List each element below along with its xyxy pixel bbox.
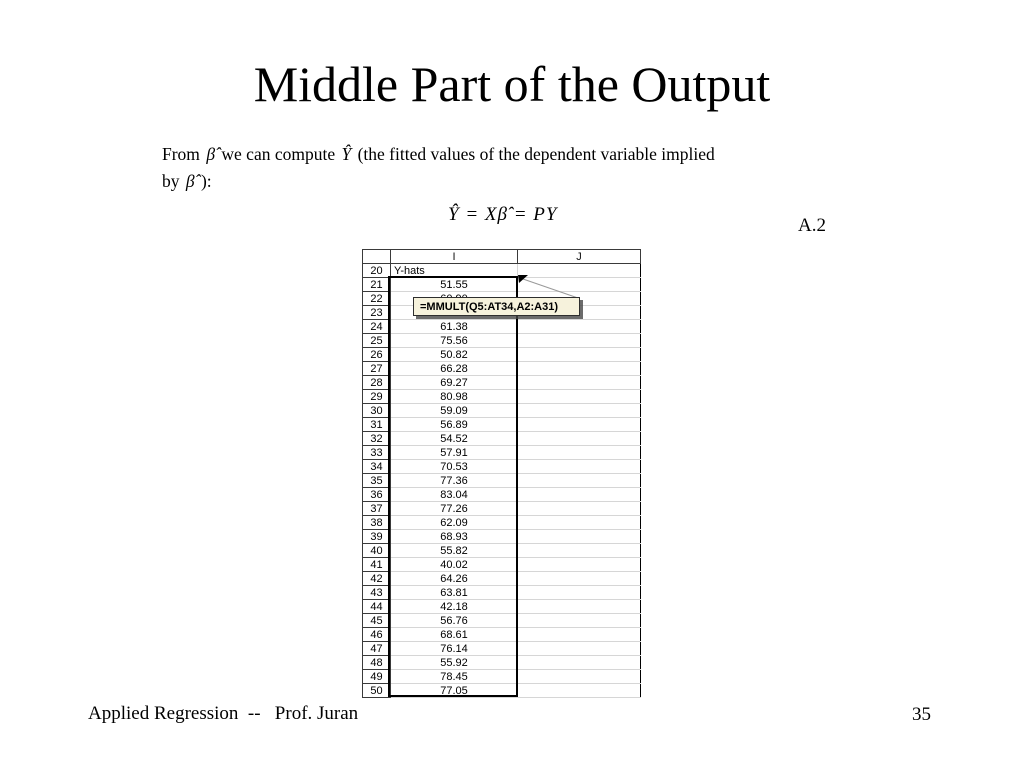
cell-I20: Y-hats: [391, 264, 518, 278]
cell-I32: 54.52: [391, 432, 518, 446]
row-header-50: 50: [363, 684, 391, 698]
cell-I27: 66.28: [391, 362, 518, 376]
intro-text: by: [162, 171, 184, 191]
row-header-22: 22: [363, 292, 391, 306]
cell-I26: 50.82: [391, 348, 518, 362]
column-header-J: J: [518, 250, 641, 264]
cell-J36: [518, 488, 641, 502]
row-header-23: 23: [363, 306, 391, 320]
cell-I28: 69.27: [391, 376, 518, 390]
row-header-31: 31: [363, 418, 391, 432]
row-header-28: 28: [363, 376, 391, 390]
cell-I39: 68.93: [391, 530, 518, 544]
cell-J42: [518, 572, 641, 586]
cell-J34: [518, 460, 641, 474]
sheet-row-24: [363, 320, 641, 334]
intro-line-2: [162, 168, 852, 195]
cell-J29: [518, 390, 641, 404]
row-header-30: 30: [363, 404, 391, 418]
intro-text: (the fitted values of the dependent variable implied: [353, 144, 715, 164]
cell-I25: 75.56: [391, 334, 518, 348]
row-header-35: 35: [363, 474, 391, 488]
cell-J48: [518, 656, 641, 670]
row-header-44: 44: [363, 600, 391, 614]
sheet-row-30: [363, 404, 641, 418]
cell-I38: 62.09: [391, 516, 518, 530]
intro-text: ):: [196, 171, 212, 191]
matrix-equation: Ŷ = Xβ̂ = PY: [448, 204, 558, 225]
slide-title: Middle Part of the Output: [253, 56, 771, 112]
row-header-48: 48: [363, 656, 391, 670]
beta-hat-symbol: β̂: [185, 171, 195, 191]
sheet-row-39: [363, 530, 641, 544]
cell-I50: 77.05: [391, 684, 518, 698]
cell-I37: 77.26: [391, 502, 518, 516]
cell-J27: [518, 362, 641, 376]
row-header-45: 45: [363, 614, 391, 628]
row-header-24: 24: [363, 320, 391, 334]
cell-J40: [518, 544, 641, 558]
cell-I44: 42.18: [391, 600, 518, 614]
cell-J44: [518, 600, 641, 614]
cell-J21: [518, 278, 641, 292]
sheet-row-28: [363, 376, 641, 390]
sheet-row-47: [363, 642, 641, 656]
column-header-I: I: [391, 250, 518, 264]
sheet-row-43: [363, 586, 641, 600]
cell-J38: [518, 516, 641, 530]
sheet-row-48: [363, 656, 641, 670]
cell-J31: [518, 418, 641, 432]
sheet-row-45: [363, 614, 641, 628]
cell-I30: 59.09: [391, 404, 518, 418]
cell-I29: 80.98: [391, 390, 518, 404]
intro-text: we can compute: [217, 144, 340, 164]
cell-J47: [518, 642, 641, 656]
cell-J43: [518, 586, 641, 600]
sheet-row-40: [363, 544, 641, 558]
cell-I24: 61.38: [391, 320, 518, 334]
row-header-40: 40: [363, 544, 391, 558]
row-header-39: 39: [363, 530, 391, 544]
row-header-37: 37: [363, 502, 391, 516]
cell-I45: 56.76: [391, 614, 518, 628]
sheet-row-44: [363, 600, 641, 614]
sheet-table: [362, 249, 641, 698]
sheet-row-41: [363, 558, 641, 572]
row-header-34: 34: [363, 460, 391, 474]
row-header-41: 41: [363, 558, 391, 572]
cell-J26: [518, 348, 641, 362]
y-hat-symbol: Ŷ: [341, 144, 352, 164]
cell-I49: 78.45: [391, 670, 518, 684]
row-header-26: 26: [363, 348, 391, 362]
cell-I47: 76.14: [391, 642, 518, 656]
sheet-row-33: [363, 446, 641, 460]
sheet-row-36: [363, 488, 641, 502]
row-header-20: 20: [363, 264, 391, 278]
cell-J49: [518, 670, 641, 684]
row-header-27: 27: [363, 362, 391, 376]
row-header-46: 46: [363, 628, 391, 642]
row-header-42: 42: [363, 572, 391, 586]
row-header-33: 33: [363, 446, 391, 460]
cell-J39: [518, 530, 641, 544]
cell-I40: 55.82: [391, 544, 518, 558]
cell-J25: [518, 334, 641, 348]
cell-J20: [518, 264, 641, 278]
sheet-row-35: [363, 474, 641, 488]
sheet-row-50: [363, 684, 641, 698]
sheet-row-37: [363, 502, 641, 516]
cell-I48: 55.92: [391, 656, 518, 670]
cell-I43: 63.81: [391, 586, 518, 600]
cell-J35: [518, 474, 641, 488]
cell-I46: 68.61: [391, 628, 518, 642]
corner-cell: [363, 250, 391, 264]
footer-course-label: Applied Regression -- Prof. Juran: [88, 703, 359, 724]
sheet-row-46: [363, 628, 641, 642]
row-header-47: 47: [363, 642, 391, 656]
row-header-32: 32: [363, 432, 391, 446]
cell-J41: [518, 558, 641, 572]
sheet-row-32: [363, 432, 641, 446]
cell-J37: [518, 502, 641, 516]
cell-I42: 64.26: [391, 572, 518, 586]
intro-paragraph: [162, 141, 852, 195]
row-header-43: 43: [363, 586, 391, 600]
intro-text: From: [162, 144, 205, 164]
sheet-row-25: [363, 334, 641, 348]
cell-I41: 40.02: [391, 558, 518, 572]
cell-J45: [518, 614, 641, 628]
cell-I31: 56.89: [391, 418, 518, 432]
sheet-row-42: [363, 572, 641, 586]
formula-tooltip: =MMULT(Q5:AT34,A2:A31): [413, 297, 580, 316]
cell-J33: [518, 446, 641, 460]
row-header-49: 49: [363, 670, 391, 684]
cell-I34: 70.53: [391, 460, 518, 474]
sheet-row-21: [363, 278, 641, 292]
cell-J50: [518, 684, 641, 698]
row-header-21: 21: [363, 278, 391, 292]
sheet-row-31: [363, 418, 641, 432]
row-header-29: 29: [363, 390, 391, 404]
cell-I36: 83.04: [391, 488, 518, 502]
sheet-row-34: [363, 460, 641, 474]
sheet-row-49: [363, 670, 641, 684]
appendix-ref-label: A.2: [798, 215, 826, 236]
intro-line-1: [162, 141, 852, 168]
row-header-38: 38: [363, 516, 391, 530]
sheet-row-20: [363, 264, 641, 278]
row-header-25: 25: [363, 334, 391, 348]
cell-J32: [518, 432, 641, 446]
sheet-header-row: [363, 250, 641, 264]
row-header-36: 36: [363, 488, 391, 502]
sheet-row-29: [363, 390, 641, 404]
cell-I21: 51.55: [391, 278, 518, 292]
sheet-row-38: [363, 516, 641, 530]
beta-hat-symbol: β̂: [206, 144, 216, 164]
spreadsheet-excerpt: [362, 249, 640, 697]
cell-J30: [518, 404, 641, 418]
sheet-row-26: [363, 348, 641, 362]
sheet-row-27: [363, 362, 641, 376]
cell-I35: 77.36: [391, 474, 518, 488]
page-number: 35: [912, 704, 931, 725]
cell-J24: [518, 320, 641, 334]
cell-I33: 57.91: [391, 446, 518, 460]
cell-J46: [518, 628, 641, 642]
cell-J28: [518, 376, 641, 390]
